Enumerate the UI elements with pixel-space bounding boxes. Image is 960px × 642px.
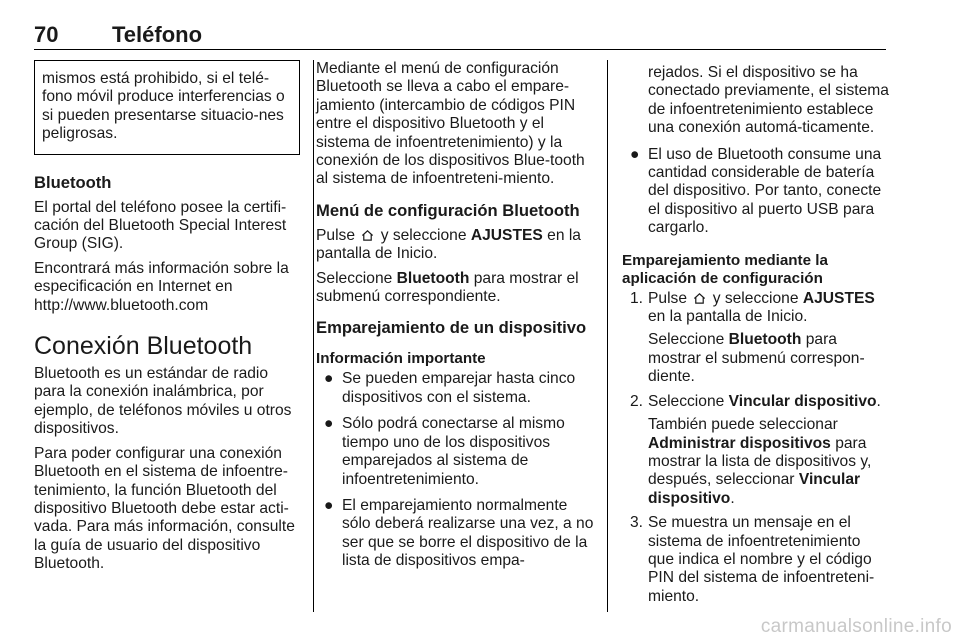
bluetooth-label: Bluetooth — [728, 331, 802, 349]
config-intro: Mediante el menú de configuración Bluetooth se lleva a cabo el empare-jamiento (intercambio de códigos PIN entre el dispositivo Bluetooth y el sistema de infoentretenimiento) y la conexión de los dispositivos Blue-tooth al sistema de infoentreteni-miento. — [316, 60, 585, 188]
list-item-text: Sólo podrá conectarse al mismo tiempo uno de los dispositivos emparejados al sistema de infoentretenimiento. — [342, 415, 565, 488]
step-1 — [622, 290, 890, 387]
step2-text-b: . — [876, 392, 881, 410]
step-number: 1. — [630, 289, 644, 307]
list-item — [316, 415, 594, 489]
menu-p2-a: Seleccione — [316, 269, 393, 287]
column-3 — [622, 64, 890, 612]
menu-paragraph-1 — [316, 227, 594, 264]
conexion-heading: Conexión Bluetooth — [34, 332, 253, 361]
conexion-paragraph-2: Para poder configurar una conexión Bluetooth en el sistema de infoentre-tenimiento, la función Bluetooth del dispositivo Bluetooth debe estar acti-vada. Para más información, consulte la guía de usuario del dispositivo Bluetooth. — [34, 444, 295, 573]
usb-note-list — [622, 146, 890, 238]
ajustes-label: AJUSTES — [802, 289, 875, 307]
page-title: Teléfono — [112, 22, 203, 47]
warning-text: mismos está prohibido, si el telé-fono móvil produce interferencias o si pueden presentarse situacio-nes peligrosas. — [42, 70, 285, 143]
important-info-list — [316, 370, 594, 570]
step1-text-b: y seleccione — [712, 289, 799, 307]
step2-p2-text-c: . — [730, 489, 735, 507]
bluetooth-heading: Bluetooth — [34, 172, 112, 192]
home-icon — [361, 229, 374, 242]
app-pairing-heading: Emparejamiento mediante la aplicación de configuración — [622, 251, 828, 287]
list-item-text: Se pueden emparejar hasta cinco dispositivos con el sistema. — [342, 370, 576, 406]
menu-p1-c: en la pantalla de Inicio. — [316, 226, 581, 263]
bullet-icon: ● — [324, 415, 334, 433]
warning-box — [34, 60, 300, 155]
watermark: carmanualsonline.info — [760, 616, 952, 637]
step-2 — [622, 393, 890, 508]
ajustes-label: AJUSTES — [470, 226, 543, 244]
menu-p2-b: para mostrar el submenú correspondiente. — [316, 269, 579, 306]
bullet-icon: ● — [324, 370, 334, 388]
list-item — [622, 146, 890, 238]
page-number: 70 — [34, 22, 59, 47]
header-divider — [34, 49, 886, 50]
vincular-dispositivo-label: Vincular dispositivo — [728, 392, 877, 410]
list-item — [316, 497, 594, 571]
step-number: 3. — [630, 514, 644, 532]
vincular-dispositivo-label: Vincular dispositivo — [648, 471, 861, 507]
important-info-heading: Información importante — [316, 350, 486, 368]
bluetooth-label: Bluetooth — [396, 269, 470, 287]
step1-text-c: en la pantalla de Inicio. — [648, 308, 808, 326]
list-item — [316, 370, 594, 407]
bluetooth-paragraph-2: Encontrará más información sobre la especificación en Internet en http://www.bluetooth.com — [34, 259, 289, 314]
step3-text: Se muestra un mensaje en el sistema de infoentretenimiento que indica el nombre y el código PIN del sistema de infoentreteni-miento. — [648, 514, 875, 605]
column-1 — [34, 60, 300, 580]
step1-text-a: Pulse — [648, 289, 688, 307]
conexion-paragraph-1: Bluetooth es un estándar de radio para la conexión inalámbrica, por ejemplo, de teléfonos móviles u otros dispositivos. — [34, 365, 292, 438]
bluetooth-paragraph-1: El portal del teléfono posee la certifi-cación del Bluetooth Special Interest Group (SIG). — [34, 198, 287, 253]
list-item-text: El emparejamiento normalmente sólo deberá realizarse una vez, a no ser que se borre el dispositivo de la lista de dispositivos empa- — [342, 496, 594, 570]
step-number: 2. — [630, 392, 644, 410]
menu-p1-b: y seleccione — [380, 226, 467, 244]
step2-p2-text-b: para mostrar la lista de dispositivos y, después, seleccionar — [648, 434, 872, 489]
column-2 — [316, 60, 594, 579]
step1-p2-text-a: Seleccione — [648, 331, 725, 349]
list-item-text: El uso de Bluetooth consume una cantidad considerable de batería del dispositivo. Por tanto, conecte el dispositivo al puerto USB para cargarlo. — [648, 145, 882, 237]
pairing-heading: Emparejamiento de un dispositivo — [316, 318, 587, 338]
column-divider-2 — [607, 60, 608, 612]
bullet-icon: ● — [324, 496, 334, 514]
menu-config-heading: Menú de configuración Bluetooth — [316, 200, 580, 220]
step2-p2-text-a: También puede seleccionar — [648, 416, 838, 434]
step1-p2-text-b: para mostrar el submenú correspon-diente. — [648, 331, 865, 386]
administrar-dispositivos-label: Administrar dispositivos — [648, 434, 831, 452]
bullet-icon: ● — [630, 145, 640, 163]
menu-paragraph-2 — [316, 270, 594, 307]
menu-p1-a: Pulse — [316, 226, 356, 244]
home-icon — [693, 292, 706, 305]
pairing-steps — [622, 290, 890, 607]
column-divider-1 — [313, 60, 314, 612]
bullet-continuation: rejados. Si el dispositivo se ha conectado previamente, el sistema de infoentretenimiento establece una conexión automá-ticamente. — [648, 64, 889, 137]
step-3 — [622, 514, 890, 606]
step2-text-a: Seleccione — [648, 392, 725, 410]
